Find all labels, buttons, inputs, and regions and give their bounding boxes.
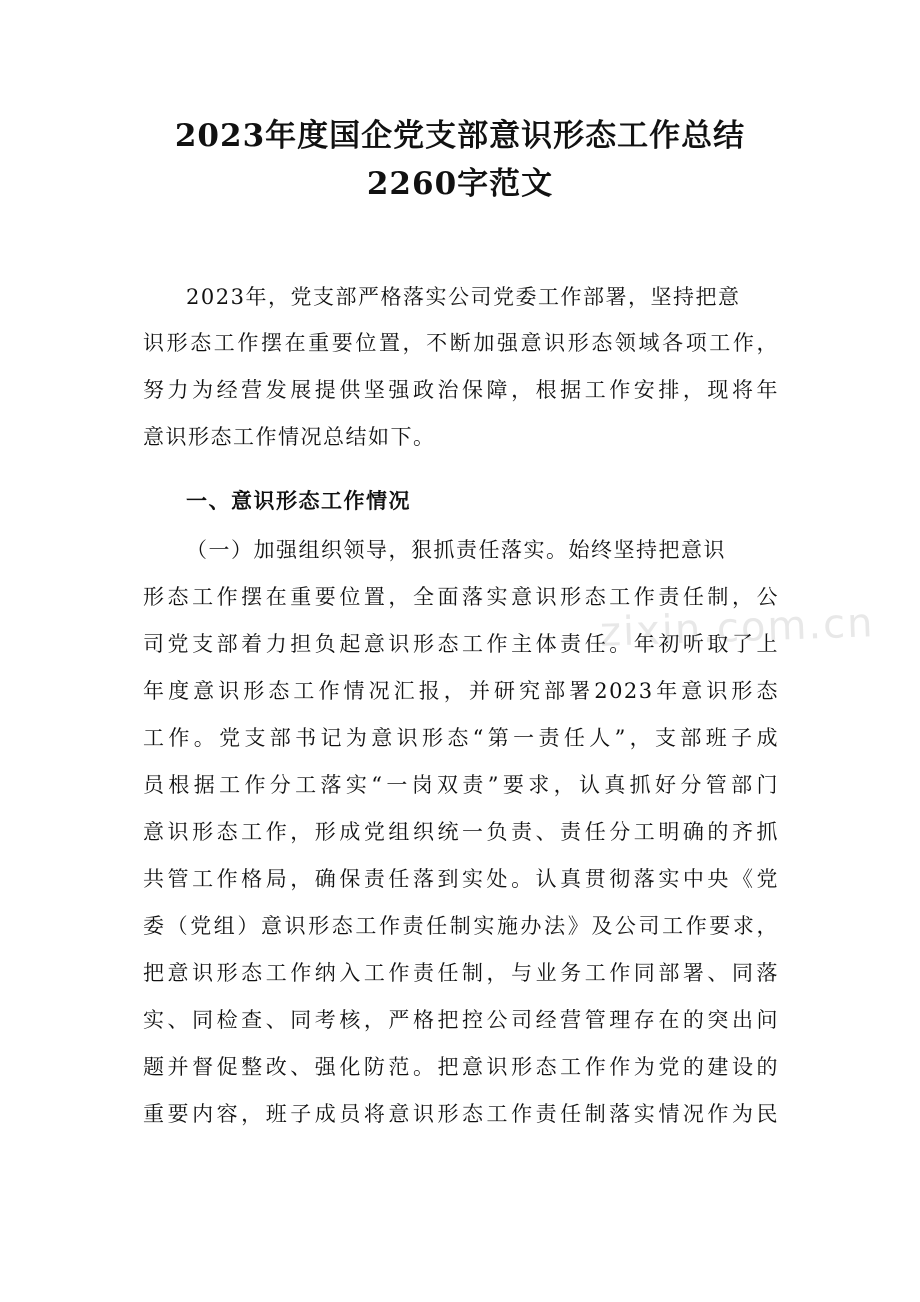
watermark: zixin.com.cn — [599, 600, 876, 656]
paragraph-line: （一）加强组织领导，狠抓责任落实。始终坚持把意识 — [186, 538, 726, 562]
paragraph-line: 年度意识形态工作情况汇报，并研究部署2023年意识形态 — [143, 679, 779, 703]
paragraph-line: 共管工作格局，确保责任落到实处。认真贯彻落实中央《党 — [143, 867, 779, 891]
paragraph-line: 委（党组）意识形态工作责任制实施办法》及公司工作要求， — [143, 914, 779, 938]
paragraph-line: 把意识形态工作纳入工作责任制，与业务工作同部署、同落 — [143, 961, 779, 985]
paragraph-line: 形态工作摆在重要位置，全面落实意识形态工作责任制，公 — [143, 585, 779, 609]
document-title — [0, 112, 920, 208]
paragraph-line: 努力为经营发展提供坚强政治保障，根据工作安排，现将年 — [143, 378, 779, 402]
paragraph-line: 识形态工作摆在重要位置，不断加强意识形态领域各项工作， — [143, 331, 779, 355]
paragraph-line: 意识形态工作情况总结如下。 — [143, 425, 436, 449]
paragraph-line: 题并督促整改、强化防范。把意识形态工作作为党的建设的 — [143, 1055, 779, 1079]
paragraph-line: 2023年，党支部严格落实公司党委工作部署，坚持把意 — [186, 285, 741, 309]
paragraph-line: 司党支部着力担负起意识形态工作主体责任。年初听取了上 — [143, 632, 779, 656]
paragraph-line: 重要内容，班子成员将意识形态工作责任制落实情况作为民 — [143, 1102, 779, 1126]
paragraph-line: 实、同检查、同考核，严格把控公司经营管理存在的突出问 — [143, 1008, 779, 1032]
title-line-2: 2260字范文 — [366, 166, 554, 202]
paragraph-line: 工作。党支部书记为意识形态“第一责任人”，支部班子成 — [143, 726, 779, 750]
title-line-1: 2023年度国企党支部意识形态工作总结 — [174, 118, 746, 154]
section-heading: 一、意识形态工作情况 — [186, 488, 411, 513]
paragraph-line: 意识形态工作，形成党组织统一负责、责任分工明确的齐抓 — [143, 820, 779, 844]
paragraph-line: 员根据工作分工落实“一岗双责”要求，认真抓好分管部门 — [143, 773, 779, 797]
